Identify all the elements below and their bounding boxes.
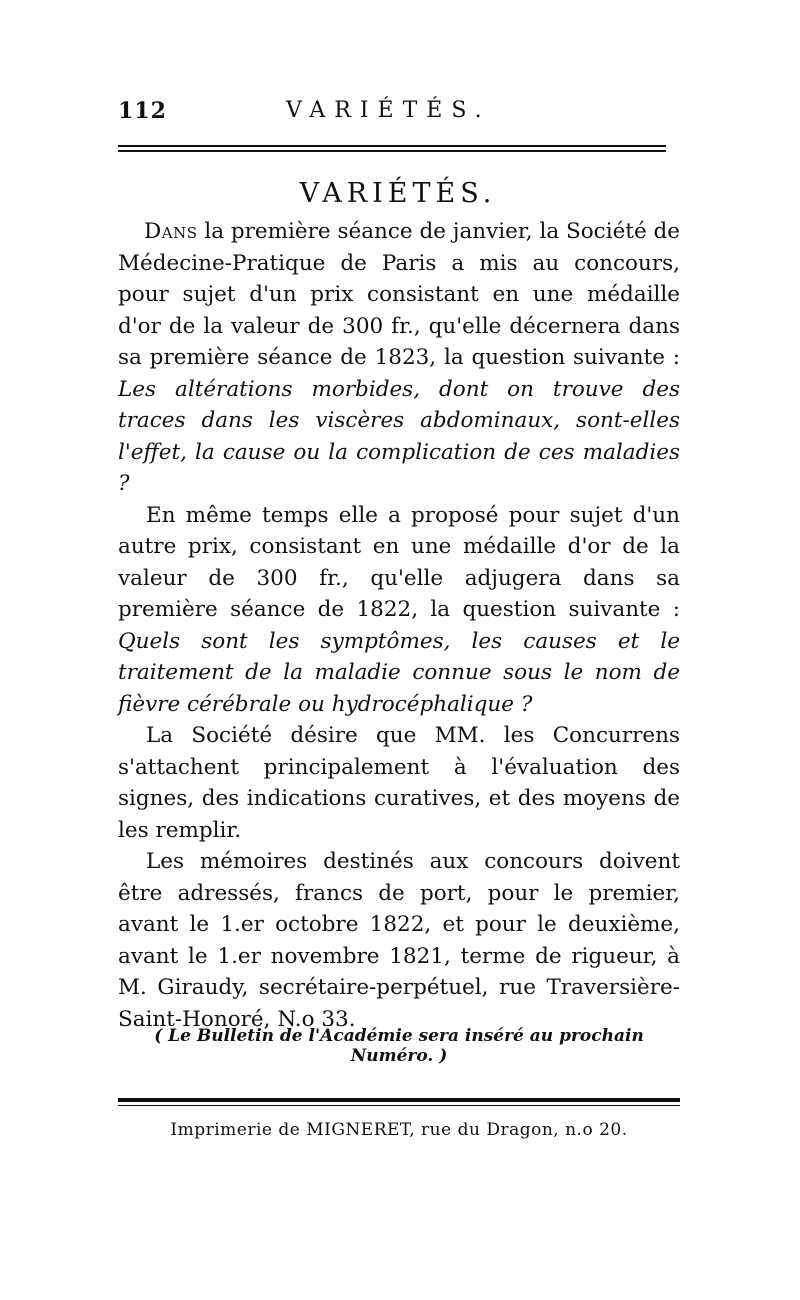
paragraph-text: En même temps elle a proposé pour sujet d'un autre prix, consistant en une médaille d'or de la valeur de 300 fr., qu'elle adjugera dans sa première séance de 1822, la question suivante : [118,502,680,622]
printer-imprint: Imprimerie de MIGNERET, rue du Dragon, n.o 20. [170,1120,628,1140]
page-number: 112 [118,98,167,124]
paragraph-society-wish [118,720,680,846]
paragraph-prize-announcement [118,216,680,500]
lead-word: Dans [144,219,198,244]
running-head [118,98,678,130]
bulletin-note: ( Le Bulletin de l'Académie sera inséré au prochain Numéro. ) [154,1026,644,1066]
article-body [118,216,680,1035]
running-title: VARIÉTÉS. [286,98,491,123]
prize-question-2: Quels sont les symptômes, les causes et le traitement de la maladie connue sous le nom de fièvre cérébrale ou hydrocéphalique ? [118,628,680,717]
section-title: VARIÉTÉS. [299,178,497,209]
paragraph-second-prize [118,500,680,721]
footer-rule [118,1098,680,1106]
paragraph-text: Les mémoires destinés aux concours doivent être adressés, francs de port, pour le premier, avant le 1.er octobre 1822, et pour le deuxième, avant le 1.er novembre 1821, terme de rigueur, à M. Giraudy, secrétaire-perpétuel, rue Traversière-Saint-Honoré, N.o 33. [118,849,680,1032]
header-rule [118,145,666,152]
paragraph-text: la première séance de janvier, la Société de Médecine-Pratique de Paris a mis au concours, pour sujet d'un prix consistant en une médaille d'or de la valeur de 300 fr., qu'elle décernera dans sa première séance de 1823, la question suivante : [118,219,680,370]
paragraph-submission [118,846,680,1035]
prize-question-1: Les altérations morbides, dont on trouve des traces dans les viscères abdominaux, sont-elles l'effet, la cause ou la complication de ces maladies ? [118,376,680,496]
paragraph-text: La Société désire que MM. les Concurrens s'attachent principalement à l'évaluation des signes, des indications curatives, et des moyens de les remplir. [118,723,680,843]
